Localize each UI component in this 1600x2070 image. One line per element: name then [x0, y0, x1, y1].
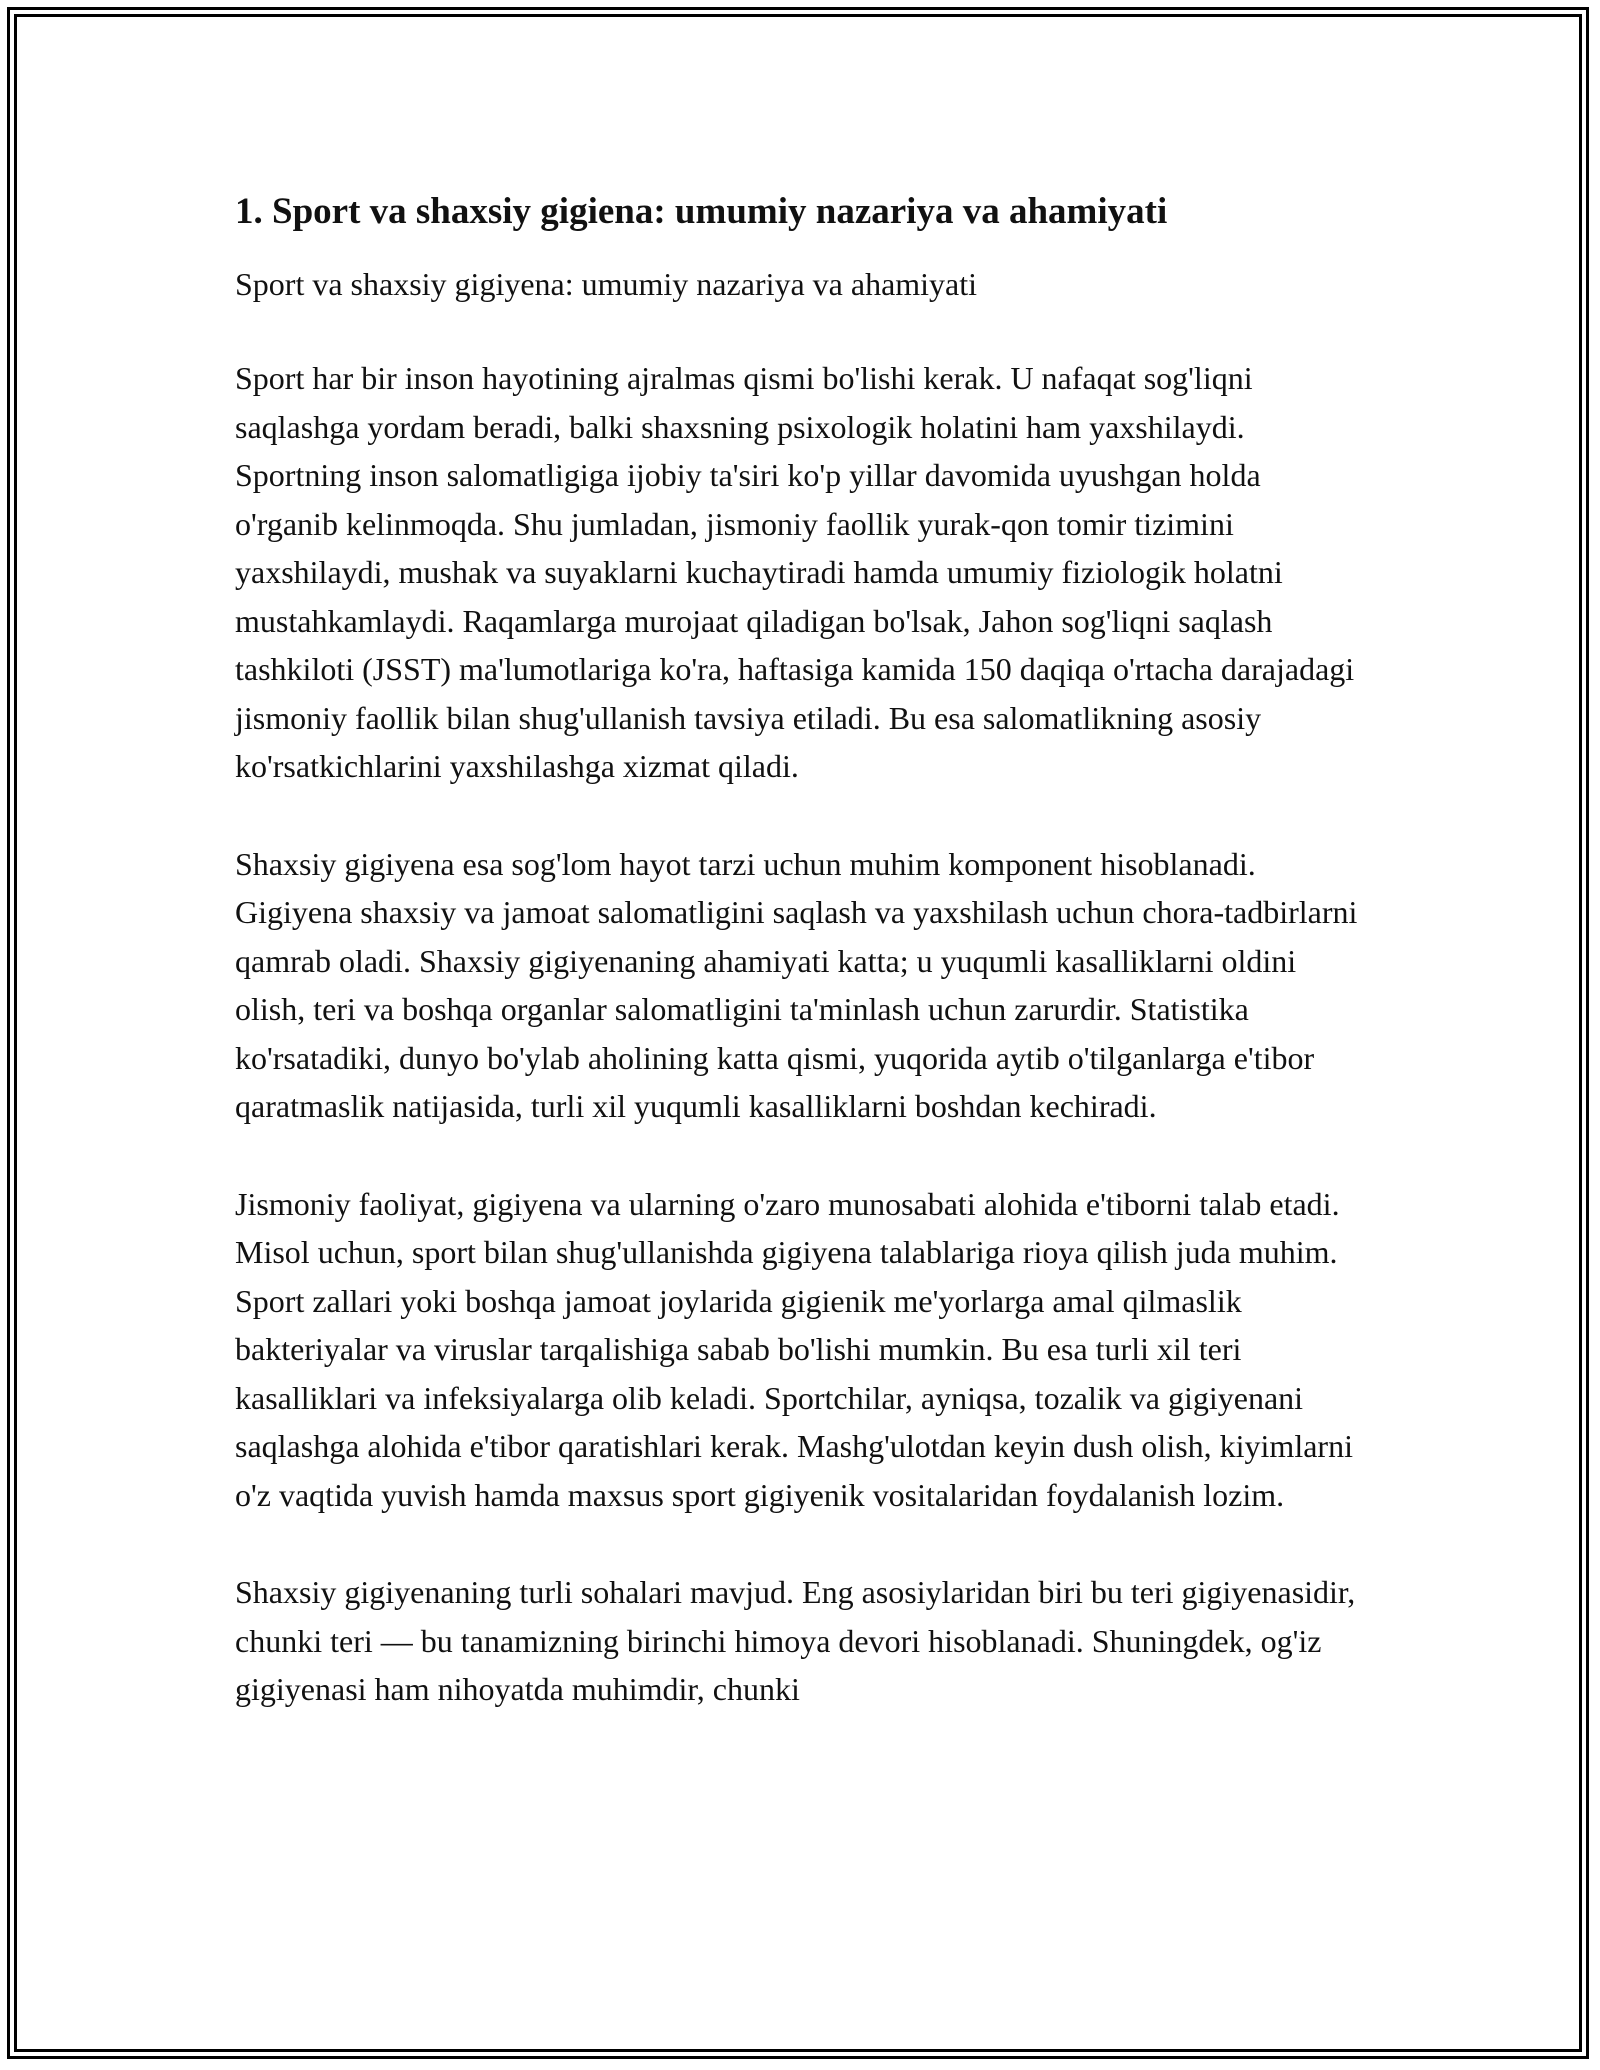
section-subtitle: Sport va shaxsiy gigiyena: umumiy nazariya va ahamiyati — [235, 266, 978, 302]
paragraph-1: Sport har bir inson hayotining ajralmas qismi bo'lishi kerak. U nafaqat sog'liqni saqlashga yordam beradi, balki shaxsning psixologik holatini ham yaxshilaydi. Sportning inson salomatligiga ijobiy ta'siri ko'p yillar davomida uyushgan holda o'rganib kelinmoqda. Shu jumladan, jismoniy faollik yurak-qon tomir tizimini yaxshilaydi, mushak va suyaklarni kuchaytiradi hamda umumiy fiziologik holatni mustahkamlaydi. Raqamlarga murojaat qiladigan bo'lsak, Jahon sog'liqni saqlash tashkiloti (JSST) ma'lumotlariga ko'ra, haftasiga kamida 150 daqiqa o'rtacha darajadagi jismoniy faollik bilan shug'ullanish tavsiya etiladi. Bu esa salomatlikning asosiy ko'rsatkichlarini yaxshilashga xizmat qiladi. — [235, 360, 1355, 784]
paragraph-3: Jismoniy faoliyat, gigiyena va ularning o'zaro munosabati alohida e'tiborni talab etadi. Misol uchun, sport bilan shug'ullanishda gigiyena talablariga rioya qilish juda muhim. Sport zallari yoki boshqa jamoat joylarida gigienik me'yorlarga amal qilmaslik bakteriyalar va viruslar tarqalishiga sabab bo'lishi mumkin. Bu esa turli xil teri kasalliklari va infeksiyalarga olib keladi. Sportchilar, ayniqsa, tozalik va gigiyenani saqlashga alohida e'tibor qaratishlari kerak. Mashg'ulotdan keyin dush olish, kiyimlarni o'z vaqtida yuvish hamda maxsus sport gigiyenik vositalaridan foydalanish lozim. — [235, 1185, 1353, 1513]
paragraph-4: Shaxsiy gigiyenaning turli sohalari mavjud. Eng asosiylaridan biri bu teri gigiyenasidir, chunki teri — bu tanamizning birinchi himoya devori hisoblanadi. Shuningdek, og'iz gigiyenasi ham nihoyatda muhimdir, chunki — [235, 1574, 1356, 1707]
paragraph-2: Shaxsiy gigiyena esa sog'lom hayot tarzi uchun muhim komponent hisoblanadi. Gigiyena shaxsiy va jamoat salomatligini saqlash va yaxshilash uchun chora-tadbirlarni qamrab oladi. Shaxsiy gigiyenaning ahamiyati katta; u yuqumli kasalliklarni oldini olish, teri va boshqa organlar salomatligini ta'minlash uchun zarurdir. Statistika ko'rsatadiki, dunyo bo'ylab aholining katta qismi, yuqorida aytib o'tilganlarga e'tibor qaratmaslik natijasida, turli xil yuqumli kasalliklarni boshdan kechiradi. — [235, 845, 1358, 1124]
section-heading: 1. Sport va shaxsiy gigiena: umumiy nazariya va ahamiyati — [235, 191, 1168, 232]
document-body — [235, 188, 1365, 1763]
